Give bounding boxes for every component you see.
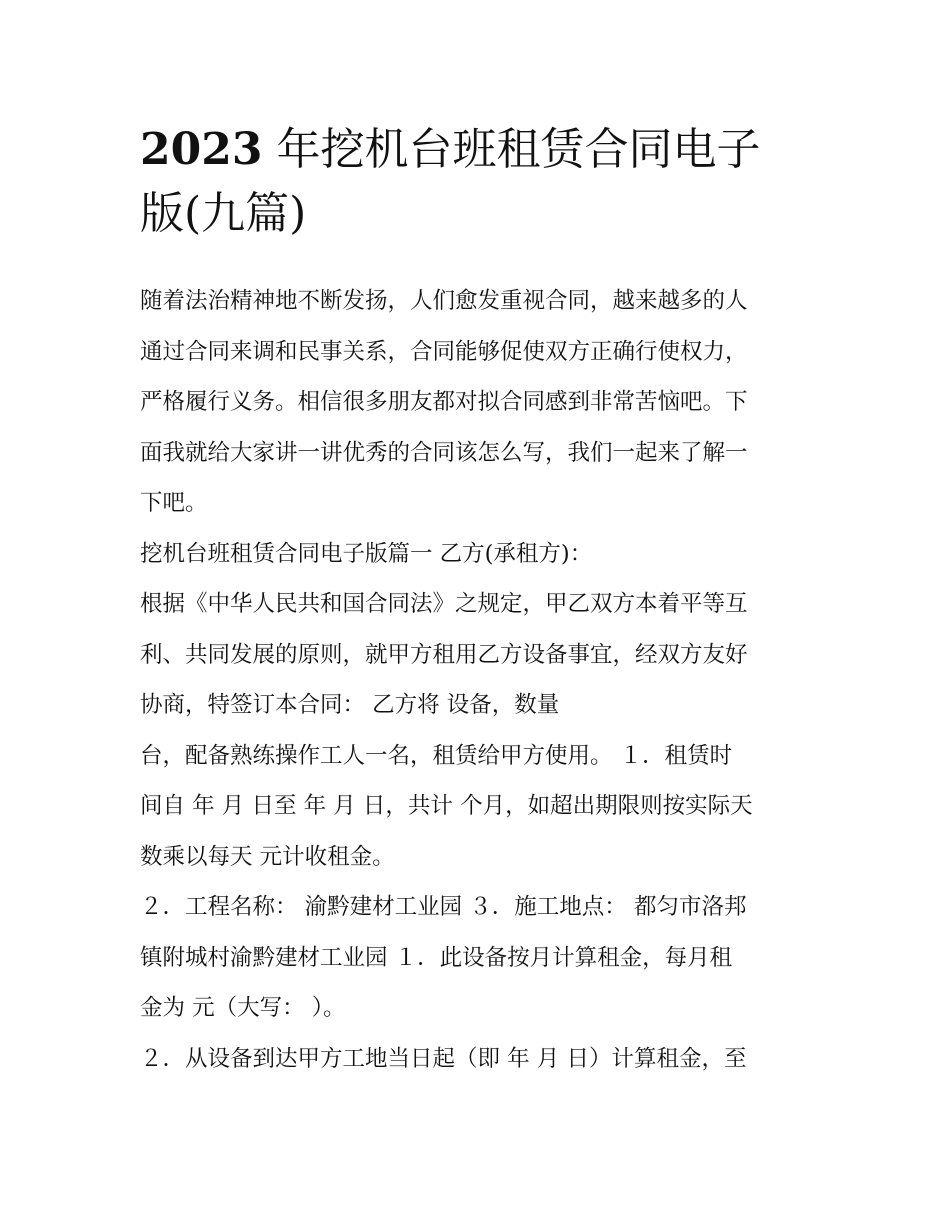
body-line: 随着法治精神地不断发扬，人们愈发重视合同，越来越多的人 [140,288,748,314]
body-line: 金为 元（大写： ）。 [140,995,346,1021]
body-line: 协商，特签订本合同： 乙方将 设备，数量 [140,692,560,718]
body-line: 台，配备熟练操作工人一名，租赁给甲方使用。 １．租赁时 [140,742,733,769]
body-line: 利、共同发展的原则，就甲方租用乙方设备事宜，经双方友好 [140,641,748,668]
body-line: 面我就给大家讲一讲优秀的合同该怎么写，我们一起来了解一 [140,439,748,466]
title-line-1-text: 年挖机台班租赁合同电子 [262,124,761,175]
title-line-2: 版(九篇) [140,188,307,239]
body-line: 下吧。 [140,490,208,516]
body-line: ２．工程名称： 渝黔建材工业园 ３．施工地点： 都匀市洛邦 [140,894,747,920]
document-title [140,118,820,246]
body-line: 根据《中华人民共和国合同法》之规定，甲乙双方本着平等互 [140,591,748,617]
body-line: 严格履行义务。相信很多朋友都对拟合同感到非常苦恼吧。下 [140,389,748,415]
section-heading-line: 挖机台班租赁合同电子版篇一 乙方(承租方)： [140,540,593,567]
body-line: ２．从设备到达甲方工地当日起（即 年 月 日）计算租金，至 [140,1045,747,1072]
body-line: 通过合同来调和民事关系，合同能够促使双方正确行使权力， [140,338,748,365]
body-line: 数乘以每天 元计收租金。 [140,843,395,870]
title-line-1 [140,118,820,182]
body-line: 镇附城村渝黔建材工业园 １．此设备按月计算租金，每月租 [140,944,733,971]
document-body [140,276,820,1084]
title-year: 2023 [140,124,263,175]
body-line: 间自 年 月 日至 年 月 日，共计 个月，如超出期限则按实际天 [140,793,753,819]
